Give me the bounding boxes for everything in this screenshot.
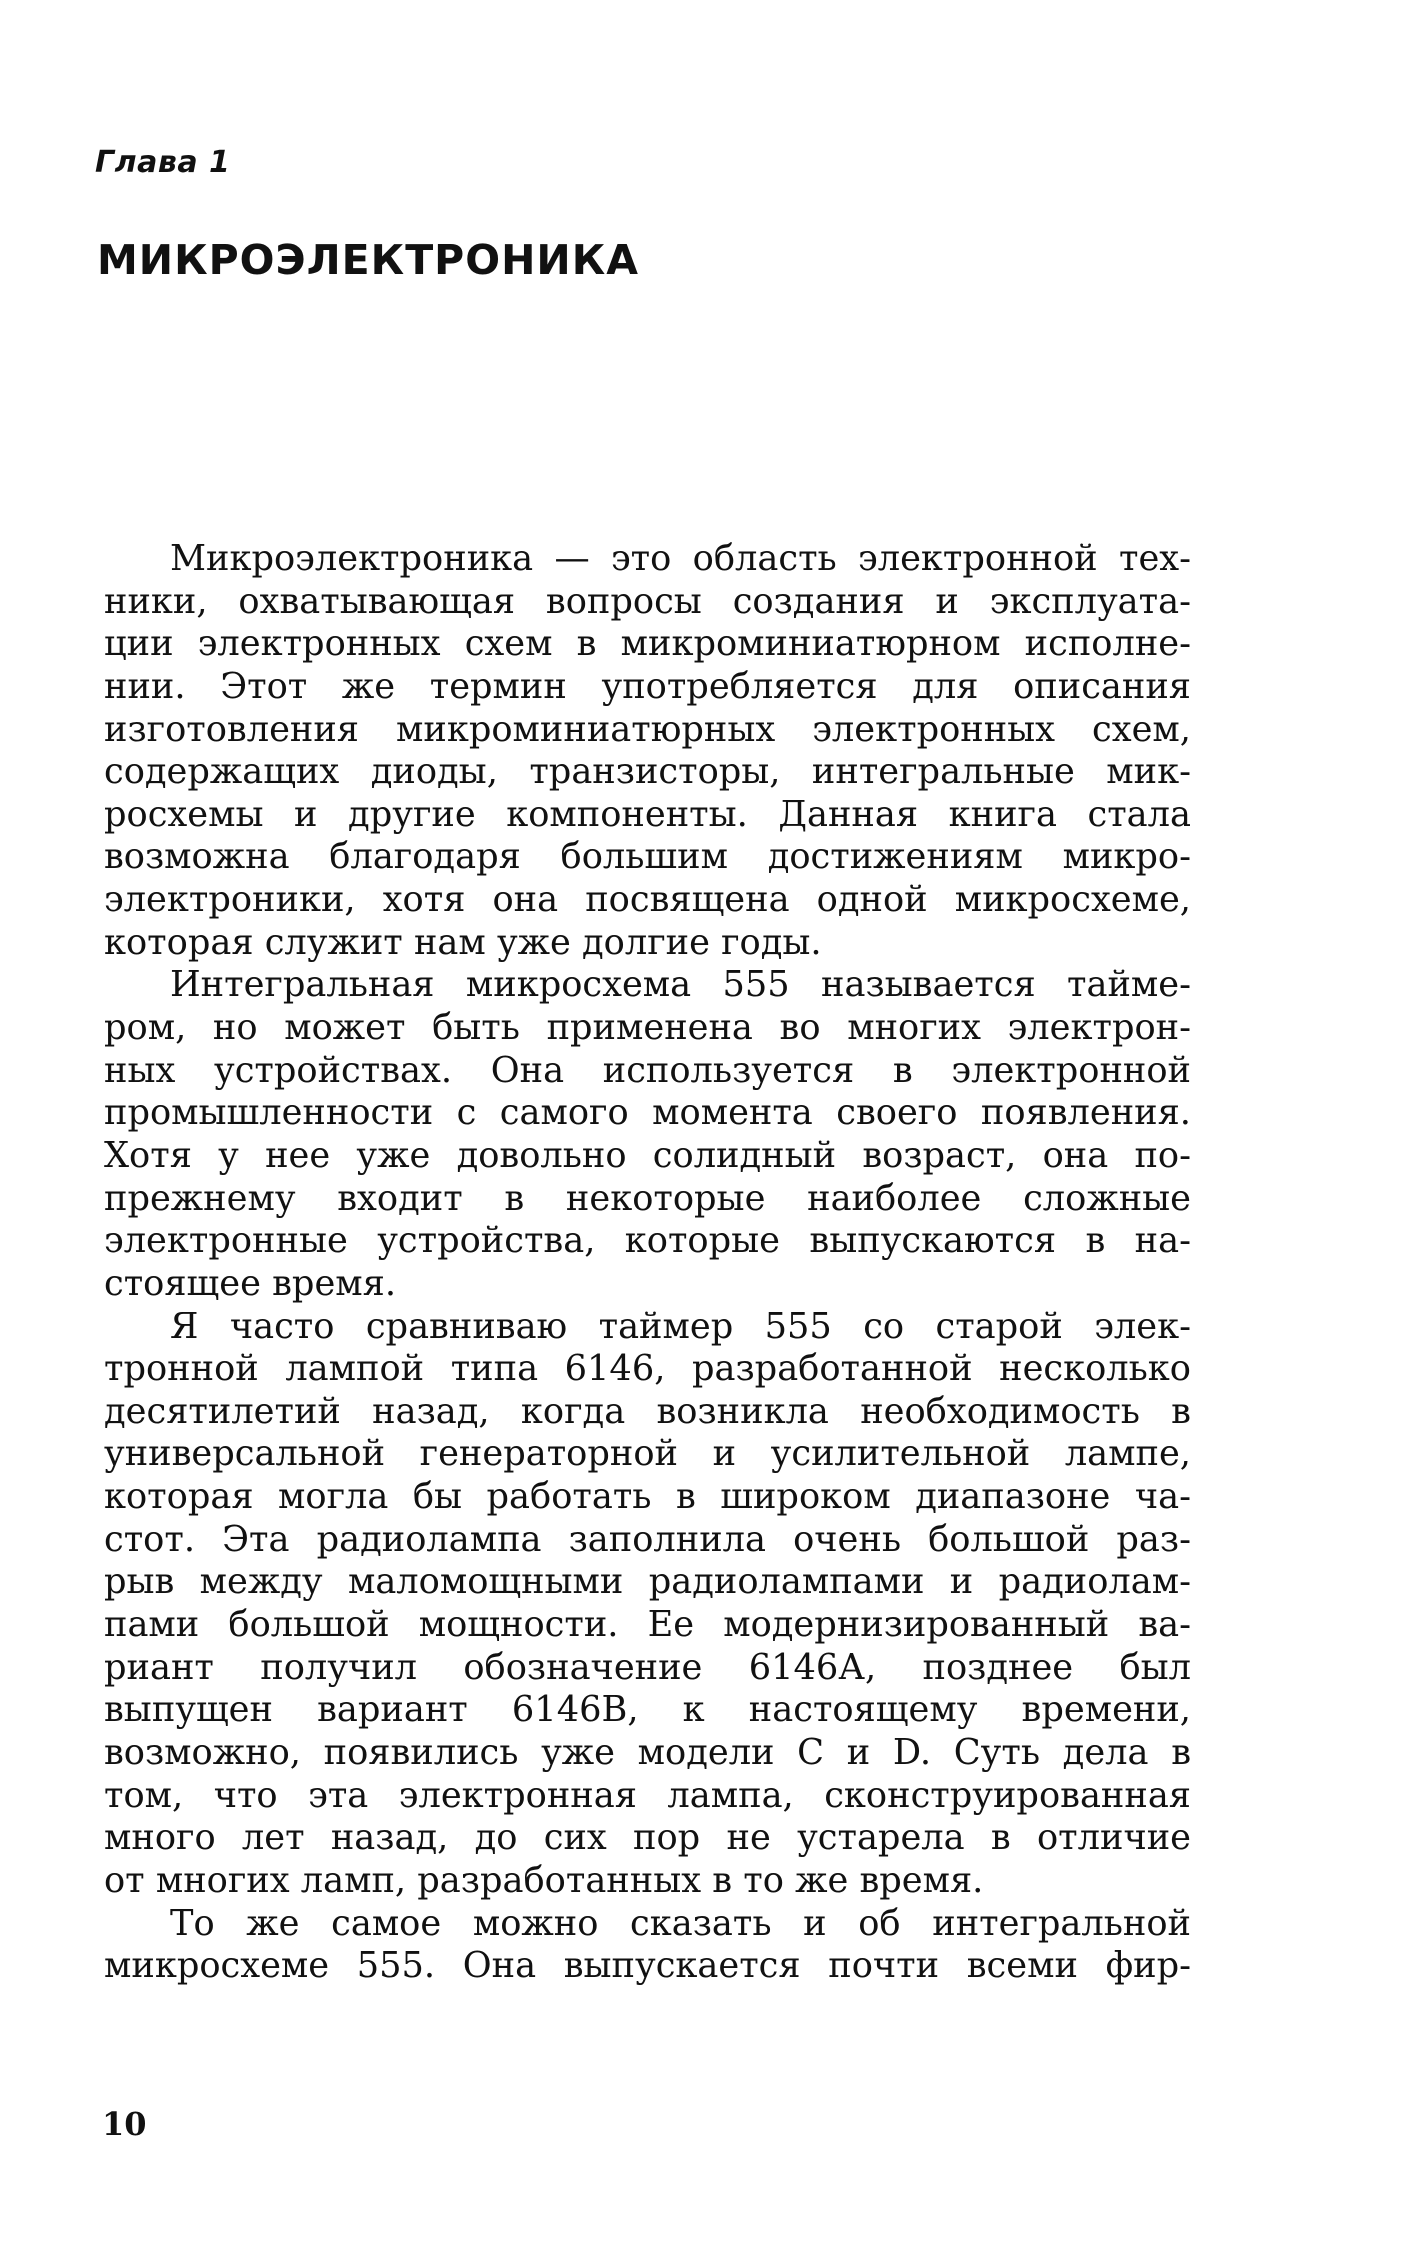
chapter-title: МИКРОЭЛЕКТРОНИКА (97, 236, 639, 284)
text-line: промышленности с самого момента своего появления. (104, 1092, 1191, 1134)
text-line: ники, охватывающая вопросы создания и эксплуата- (104, 580, 1191, 622)
text-line: ром, но может быть применена во многих электрон- (104, 1007, 1191, 1049)
text-line: тронной лампой типа 6146, разработанной несколько (104, 1348, 1191, 1390)
text-line: десятилетий назад, когда возникла необходимость в (104, 1390, 1191, 1432)
text-line: То же самое можно сказать и об интегральной (170, 1902, 1191, 1944)
text-line: электронные устройства, которые выпускаются в на- (104, 1220, 1191, 1262)
text-line: микросхеме 555. Она выпускается почти всеми фир- (104, 1945, 1191, 1987)
text-line: универсальной генераторной и усилительной лампе, (104, 1433, 1191, 1475)
text-line: много лет назад, до сих пор не устарела в отличие (104, 1817, 1191, 1859)
text-line: Интегральная микросхема 555 называется тайме- (170, 964, 1191, 1006)
text-line: стот. Эта радиолампа заполнила очень большой раз- (104, 1518, 1191, 1560)
text-line: выпущен вариант 6146В, к настоящему времени, (104, 1689, 1191, 1731)
text-line: том, что эта электронная лампа, сконструированная (104, 1774, 1191, 1816)
text-line: электроники, хотя она посвящена одной микросхеме, (104, 879, 1191, 921)
text-line: которая служит нам уже долгие годы. (104, 921, 822, 963)
text-line: возможна благодаря большим достижениям микро- (104, 836, 1191, 878)
text-line: стоящее время. (104, 1262, 397, 1304)
text-line: изготовления микроминиатюрных электронных схем, (104, 708, 1191, 750)
text-line: Хотя у нее уже довольно солидный возраст, она по- (104, 1134, 1191, 1176)
text-line: прежнему входит в некоторые наиболее сложные (104, 1177, 1191, 1219)
text-line: которая могла бы работать в широком диапазоне ча- (104, 1476, 1191, 1518)
text-line: ции электронных схем в микроминиатюрном исполне- (104, 623, 1191, 665)
page-number: 10 (102, 2105, 147, 2143)
text-line: пами большой мощности. Ее модернизированный ва- (104, 1604, 1191, 1646)
body-text (104, 538, 1191, 1988)
text-line: от многих ламп, разработанных в то же время. (104, 1859, 984, 1901)
text-line: нии. Этот же термин употребляется для описания (104, 665, 1191, 707)
text-line: возможно, появились уже модели С и D. Суть дела в (104, 1731, 1191, 1773)
chapter-label: Глава 1 (95, 145, 231, 180)
text-line: рыв между маломощными радиолампами и радиолам- (104, 1561, 1191, 1603)
text-line: Я часто сравниваю таймер 555 со старой элек- (170, 1305, 1191, 1347)
text-line: росхемы и другие компоненты. Данная книга стала (104, 793, 1191, 835)
text-line: ных устройствах. Она используется в электронной (104, 1049, 1191, 1091)
text-line: Микроэлектроника — это область электронной тех- (170, 538, 1191, 579)
text-line: риант получил обозначение 6146А, позднее был (104, 1646, 1191, 1688)
text-line: содержащих диоды, транзисторы, интегральные мик- (104, 751, 1191, 793)
